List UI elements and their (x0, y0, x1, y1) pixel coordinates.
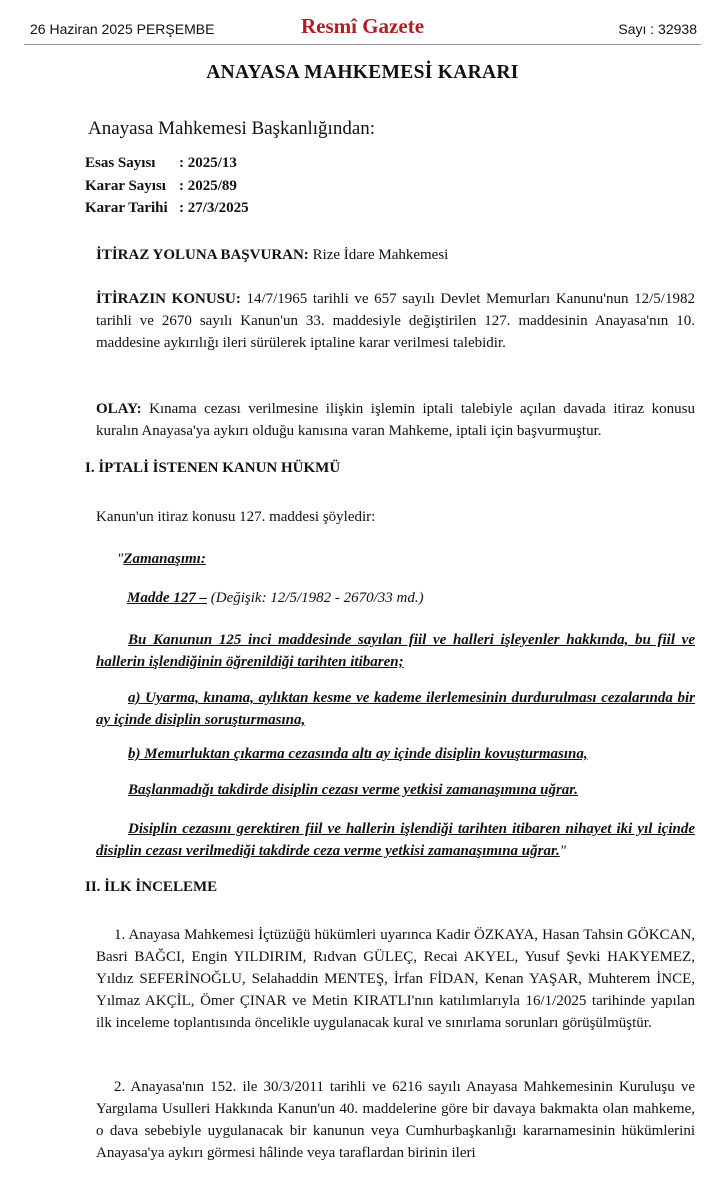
event-label: OLAY: (96, 401, 142, 417)
subject-paragraph (96, 288, 695, 354)
section-heading-2: II. İLK İNCELEME (85, 879, 218, 895)
applicant-value: Rize İdare Mahkemesi (308, 247, 449, 263)
meta-value: : 27/3/2025 (179, 200, 249, 216)
gazette-title: Resmî Gazete (300, 14, 425, 38)
meta-value: : 2025/13 (179, 155, 237, 171)
event-paragraph (96, 398, 695, 442)
quote-title: Zamanaşımı: (123, 551, 206, 567)
decision-date-row (85, 200, 249, 217)
quote-heading (117, 548, 695, 570)
quote-paragraph-5-text: Disiplin cezasını gerektiren fiil ve hallerin işlendiği tarihten itibaren nihayet iki yıl içinde disiplin cezası verilmediği takdirde ceza verme yetkisi zamanaşımına uğrar. (96, 821, 695, 859)
subject-label: İTİRAZIN KONUSU: (96, 291, 241, 307)
quote-paragraph-4: Başlanmadığı takdirde disiplin cezası verme yetkisi zamanaşımına uğrar. (128, 782, 579, 798)
header-divider (24, 44, 701, 45)
paragraph-2: 2. Anayasa'nın 152. ile 30/3/2011 tarihli ve 6216 sayılı Anayasa Mahkemesinin Kuruluşu ve Yargılama Usulleri Hakkında Kanun'un 40. maddelerine göre bir davaya bakmakta olan mahkeme, o dava sebebiyle uygulanacak bir kanunun veya Cumhurbaşkanlığı kararnamesinin hükümlerini Anayasa'ya aykırı görmesi hâlinde veya taraflardan birinin ileri (96, 1079, 695, 1161)
paragraph-1: 1. Anayasa Mahkemesi İçtüzüğü hükümleri uyarınca Kadir ÖZKAYA, Hasan Tahsin GÖKCAN, Basri BAĞCI, Engin YILDIRIM, Rıdvan GÜLEÇ, Recai AKYEL, Yusuf Şevki HAKYEMEZ, Yıldız SEFERİNOĞLU, Selahaddin MENTEŞ, İrfan FİDAN, Kenan YAŞAR, Muhterem İNCE, Yılmaz AKÇİL, Ömer ÇINAR ve Metin KIRATLI'nın katılımlarıyla 16/1/2025 tarihinde yapılan ilk inceleme toplantısında öncelikle uygulanacak kural ve sınırlama sorunları görüşülmüştür. (96, 927, 695, 1031)
subject-text: 14/7/1965 tarihli ve 657 sayılı Devlet Memurları Kanunu'nun 12/5/1982 tarihli ve 2670 sayılı Kanun'un 33. maddesiyle değiştirilen 127. maddesinin Anayasa'nın 10. maddesine aykırılığı ileri sürülerek iptaline karar verilmesi talebidir. (96, 291, 695, 351)
applicant-label: İTİRAZ YOLUNA BAŞVURAN: (96, 247, 309, 263)
quote-paragraph-1: Bu Kanunun 125 inci maddesinde sayılan fiil ve halleri işleyenler hakkında, bu fiil ve hallerin işlendiğinin öğrenildiği tarihten itibaren; (96, 632, 695, 670)
decision-number-row (85, 178, 237, 195)
quote-paragraph-3: b) Memurluktan çıkarma cezasında altı ay içinde disiplin kovuşturmasına, (128, 746, 588, 762)
quote-intro: Kanun'un itiraz konusu 127. maddesi şöyledir: (96, 509, 376, 525)
article-number: Madde 127 – (127, 590, 207, 606)
meta-label: Esas Sayısı (85, 155, 156, 171)
meta-value: : 2025/89 (179, 178, 237, 194)
section-heading-1: I. İPTALİ İSTENEN KANUN HÜKMÜ (85, 460, 341, 476)
applicant-line (96, 244, 695, 266)
event-text: Kınama cezası verilmesine ilişkin işlemin iptali talebiyle açılan davada itiraz konusu kuralın Anayasa'ya aykırı olduğu kanısına varan Mahkeme, iptali için başvurmuştur. (96, 401, 695, 439)
gazette-header (0, 0, 725, 44)
quote-open-mark: " (117, 551, 124, 567)
meta-label: Karar Sayısı (85, 178, 166, 194)
document-title: ANAYASA MAHKEMESİ KARARI (206, 62, 519, 83)
article-line (127, 587, 695, 609)
issuer-line: Anayasa Mahkemesi Başkanlığından: (88, 118, 376, 139)
article-amendment: (Değişik: 12/5/1982 - 2670/33 md.) (207, 590, 424, 606)
header-date: 26 Haziran 2025 PERŞEMBE (30, 21, 215, 37)
meta-label: Karar Tarihi (85, 200, 168, 216)
case-number-row (85, 155, 237, 172)
quote-close-mark: " (559, 843, 567, 859)
header-issue-number: Sayı : 32938 (618, 21, 697, 37)
quote-paragraph-2: a) Uyarma, kınama, aylıktan kesme ve kademe ilerlemesinin durdurulması cezalarında bir ay içinde disiplin soruşturmasına, (96, 690, 695, 728)
quote-paragraph-5 (96, 818, 695, 862)
